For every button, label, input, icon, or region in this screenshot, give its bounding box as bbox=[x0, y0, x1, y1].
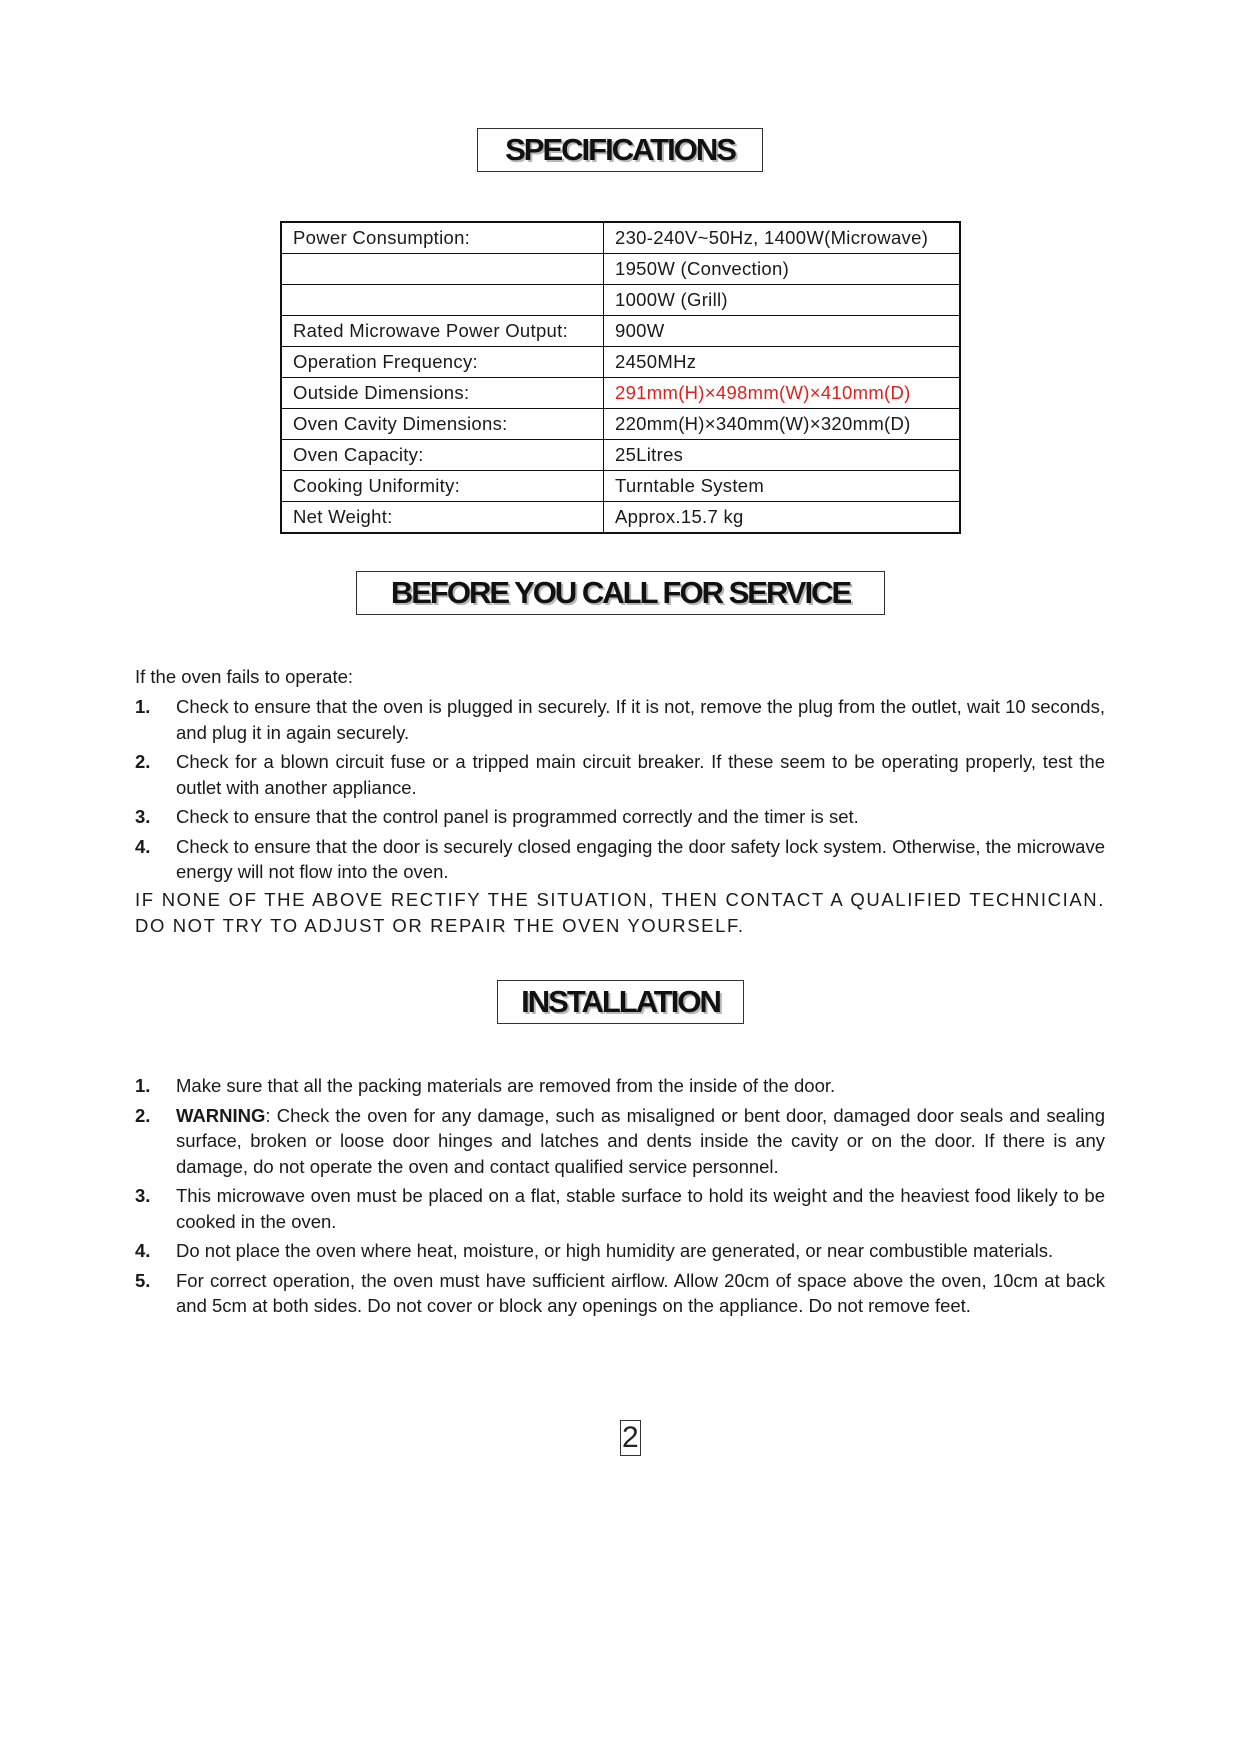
specifications-heading: SPECIFICATIONS bbox=[477, 128, 763, 172]
spec-label: Rated Microwave Power Output: bbox=[281, 316, 604, 347]
list-text: Make sure that all the packing materials are removed from the inside of the door. bbox=[176, 1075, 836, 1096]
list-number: 2. bbox=[135, 751, 151, 772]
spec-value: Turntable System bbox=[604, 471, 961, 502]
list-text: Do not place the oven where heat, moisture, or high humidity are generated, or near combustible materials. bbox=[176, 1240, 1054, 1261]
list-item bbox=[135, 1073, 1105, 1099]
list-text: Check to ensure that the control panel is programmed correctly and the timer is set. bbox=[176, 806, 859, 827]
spec-label: Power Consumption: bbox=[281, 222, 604, 254]
spec-label: Oven Cavity Dimensions: bbox=[281, 409, 604, 440]
spec-value: 25Litres bbox=[604, 440, 961, 471]
table-row bbox=[281, 409, 960, 440]
specifications-table bbox=[280, 221, 961, 534]
list-item bbox=[135, 749, 1105, 800]
service-intro: If the oven fails to operate: bbox=[135, 666, 354, 687]
spec-label: Cooking Uniformity: bbox=[281, 471, 604, 502]
service-notice: IF NONE OF THE ABOVE RECTIFY THE SITUATION, THEN CONTACT A QUALIFIED TECHNICIAN. DO NOT TRY TO ADJUST OR REPAIR THE OVEN YOURSELF. bbox=[135, 889, 1105, 936]
spec-label: Outside Dimensions: bbox=[281, 378, 604, 409]
list-text: For correct operation, the oven must have sufficient airflow. Allow 20cm of space above the oven, 10cm at back and 5cm at both sides. Do not cover or block any openings on the appliance. Do not remove feet. bbox=[176, 1269, 1105, 1316]
table-row bbox=[281, 471, 960, 502]
list-number: 1. bbox=[135, 1075, 151, 1096]
spec-value: 1950W (Convection) bbox=[604, 254, 961, 285]
spec-value: 900W bbox=[604, 316, 961, 347]
warning-label: WARNING bbox=[176, 1104, 266, 1126]
table-row bbox=[281, 316, 960, 347]
list-number: 5. bbox=[135, 1269, 151, 1291]
list-number: 2. bbox=[135, 1104, 151, 1126]
list-number: 4. bbox=[135, 835, 151, 857]
list-item bbox=[135, 1183, 1105, 1234]
table-row bbox=[281, 347, 960, 378]
installation-list bbox=[135, 1073, 1105, 1323]
spec-value: 2450MHz bbox=[604, 347, 961, 378]
spec-label bbox=[281, 254, 604, 285]
list-text: Check for a blown circuit fuse or a tripped main circuit breaker. If these seem to be operating properly, test the outlet with another appliance. bbox=[176, 751, 1105, 798]
spec-value-highlighted: 291mm(H)×498mm(W)×410mm(D) bbox=[604, 378, 961, 409]
table-row bbox=[281, 440, 960, 471]
page-number: 2 bbox=[622, 1421, 639, 1454]
list-item bbox=[135, 834, 1105, 885]
list-number: 4. bbox=[135, 1240, 151, 1261]
table-row bbox=[281, 254, 960, 285]
spec-label: Oven Capacity: bbox=[281, 440, 604, 471]
spec-label bbox=[281, 285, 604, 316]
service-checklist bbox=[135, 694, 1105, 889]
spec-label: Operation Frequency: bbox=[281, 347, 604, 378]
spec-value: Approx.15.7 kg bbox=[604, 502, 961, 534]
list-number: 3. bbox=[135, 806, 151, 827]
list-item bbox=[135, 1238, 1105, 1264]
list-text: Check to ensure that the door is securely closed engaging the door safety lock system. Otherwise, the microwave energy will not flow into the oven. bbox=[176, 835, 1105, 882]
table-row bbox=[281, 285, 960, 316]
list-item bbox=[135, 1103, 1105, 1180]
list-text: Check to ensure that the oven is plugged in securely. If it is not, remove the plug from the outlet, wait 10 seconds, and plug it in again securely. bbox=[176, 696, 1105, 743]
spec-value: 1000W (Grill) bbox=[604, 285, 961, 316]
table-row bbox=[281, 222, 960, 254]
list-item bbox=[135, 804, 1105, 830]
table-row bbox=[281, 502, 960, 534]
installation-heading: INSTALLATION bbox=[497, 980, 744, 1024]
spec-label: Net Weight: bbox=[281, 502, 604, 534]
table-row bbox=[281, 378, 960, 409]
list-number: 3. bbox=[135, 1185, 151, 1206]
spec-value: 230-240V~50Hz, 1400W(Microwave) bbox=[604, 222, 961, 254]
spec-value: 220mm(H)×340mm(W)×320mm(D) bbox=[604, 409, 961, 440]
list-text: : Check the oven for any damage, such as misaligned or bent door, damaged door seals and sealing surface, broken or loose door hinges and latches and dents inside the cavity or on the door. If there is any damage, do not operate the oven and contact qualified service personnel. bbox=[176, 1104, 1105, 1177]
service-heading: BEFORE YOU CALL FOR SERVICE bbox=[356, 571, 885, 615]
list-item bbox=[135, 1268, 1105, 1319]
list-number: 1. bbox=[135, 696, 151, 717]
list-text: This microwave oven must be placed on a flat, stable surface to hold its weight and the heaviest food likely to be cooked in the oven. bbox=[176, 1185, 1105, 1232]
list-item bbox=[135, 694, 1105, 745]
